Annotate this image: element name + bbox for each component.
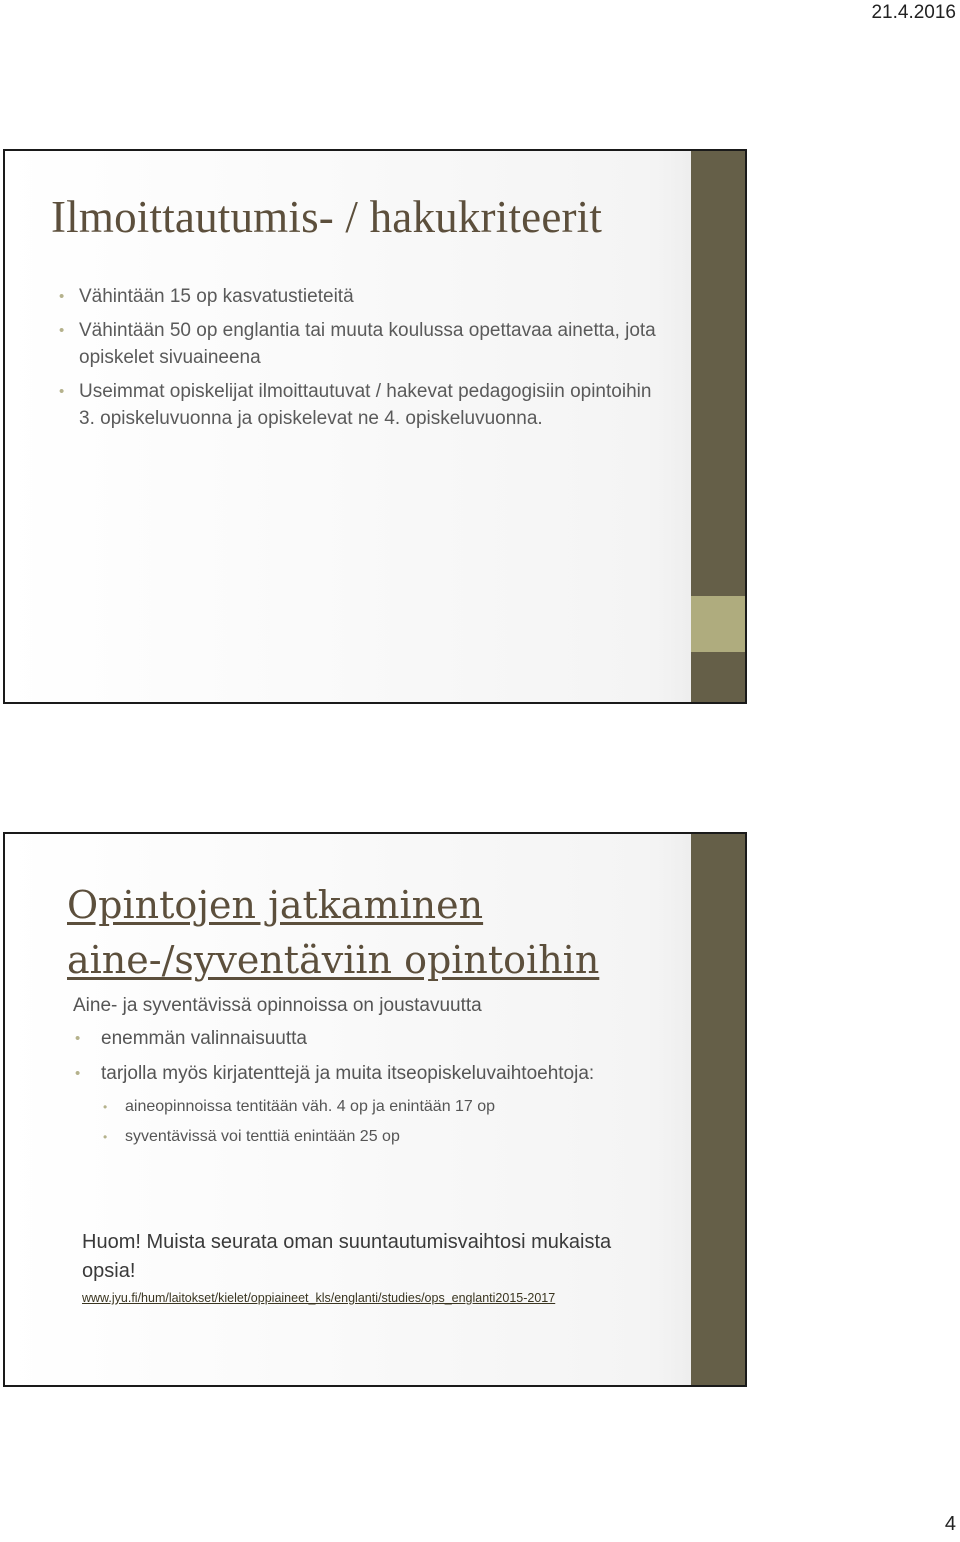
page-number: 4	[944, 1513, 956, 1535]
list-item	[73, 1059, 673, 1152]
list-item-text: Vähintään 15 op kasvatustieteitä	[79, 286, 354, 307]
slide-title: Opintojen jatkaminen aine-/syventäviin opintoihin	[67, 883, 600, 982]
list-item-text: Vähintään 50 op englantia tai muuta koulussa opettavaa ainetta, jota opiskelet sivuaineena	[79, 320, 656, 368]
note-text: Huom! Muista seurata oman suuntautumisvaihtosi mukaista opsia!	[82, 1231, 612, 1282]
sub-list-item-text: syventävissä voi tenttiä enintään 25 op	[125, 1128, 400, 1145]
bullet-icon: •	[59, 322, 65, 339]
sub-list-item	[101, 1092, 673, 1122]
list-item	[73, 1024, 673, 1053]
bullet-icon: •	[103, 1130, 108, 1144]
bullet-icon: •	[59, 288, 65, 305]
bullet-icon: •	[59, 383, 65, 400]
list-item	[57, 378, 657, 432]
slide-side-bar	[691, 834, 745, 1385]
list-item-text: tarjolla myös kirjatenttejä ja muita itseopiskeluvaihtoehtoja:	[101, 1063, 595, 1084]
bullet-icon: •	[103, 1100, 108, 1114]
slide-side-bar	[691, 151, 745, 702]
bullet-icon: •	[75, 1030, 81, 1047]
intro-text: Aine- ja syventävissä opinnoissa on joustavuutta	[73, 995, 482, 1016]
bullet-list	[73, 1024, 673, 1152]
curriculum-link[interactable]: www.jyu.fi/hum/laitokset/kielet/oppiaineet_kls/englanti/studies/ops_englanti2015-2017	[82, 1291, 556, 1305]
bullet-icon: •	[75, 1065, 81, 1082]
slide-continuing-studies	[3, 832, 747, 1387]
slide-content	[73, 992, 673, 1158]
sub-list-item	[101, 1122, 673, 1152]
sub-list-item-text: aineopinnoissa tentitään väh. 4 op ja enintään 17 op	[125, 1098, 496, 1115]
slide-title: Ilmoittautumis- / hakukriteerit	[51, 192, 603, 242]
side-bar-accent	[691, 596, 745, 652]
page-date: 21.4.2016	[871, 2, 956, 23]
list-item-text: Useimmat opiskelijat ilmoittautuvat / hakevat pedagogisiin opintoihin 3. opiskeluvuonna ja opiskelevat ne 4. opiskeluvuonna.	[79, 381, 652, 429]
sub-bullet-list	[101, 1092, 673, 1152]
slide-registration-criteria	[3, 149, 747, 704]
list-item-text: enemmän valinnaisuutta	[101, 1028, 307, 1049]
list-item	[57, 317, 657, 371]
list-item	[57, 283, 657, 310]
bullet-list	[57, 283, 657, 439]
